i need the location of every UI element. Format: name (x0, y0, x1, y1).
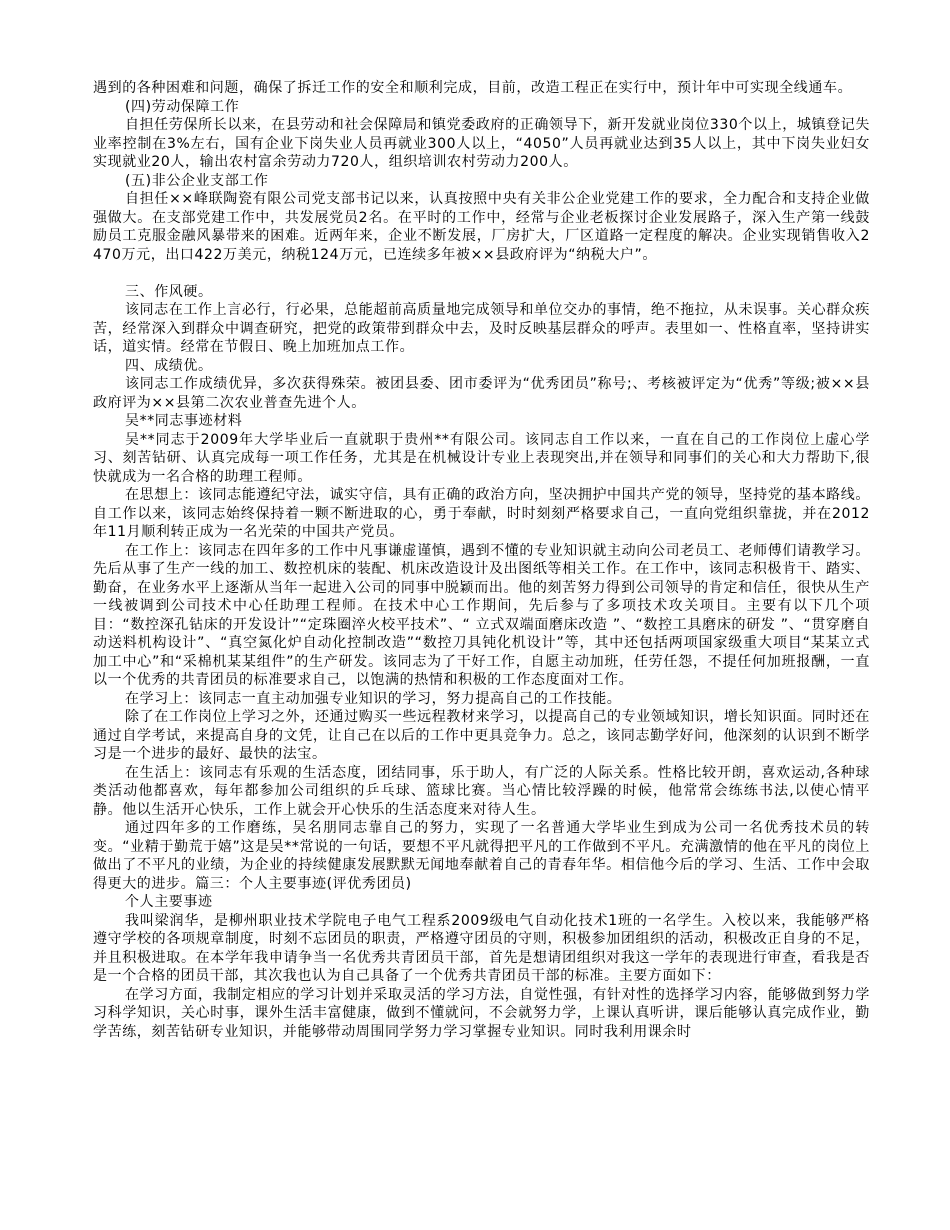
paragraph: (五)非公企业支部工作 (125, 172, 269, 189)
paragraph: 该同志在工作上言必行，行必果，总能超前高质量地完成领导和单位交办的事情，绝不拖拉，从未误事。关心群众疾苦，经常深入到群众中调查研究，把党的政策带到群众中去，及时反映基层群众的呼声。表里如一、性格直率，坚持讲实话，道实情。经常在节假日、晚上加班加点工作。 (93, 302, 870, 355)
document-body (93, 79, 870, 1041)
paragraph: 除了在工作岗位上学习之外，还通过购买一些远程教材来学习，以提高自己的专业领域知识，增长知识面。同时还在通过自学考试，来提高自身的文凭，让自己在以后的工作中更具竞争力。总之，该同志勤学好问，他深刻的认识到不断学习是一个进步的最好、最快的法宝。 (93, 709, 870, 762)
paragraph: 我叫梁润华，是柳州职业技术学院电子电气工程系2009级电气自动化技术1班的一名学生。入校以来，我能够严格遵守学校的各项规章制度，时刻不忘团员的职责，严格遵守团员的守则，积极参加团组织的活动，积极改正自身的不足，并且积极进取。在本学年我申请争当一名优秀共青团员干部，首先是想请团组织对我这一学年的表现进行审查，看我是否是一个合格的团员干部，其次我也认为自己具备了一个优秀共青团员干部的标准。主要方面如下： (93, 912, 870, 984)
paragraph: 通过四年多的工作磨练，吴名朋同志靠自己的努力，实现了一名普通大学毕业生到成为公司一名优秀技术员的转变。“业精于勤荒于嬉”这是吴**常说的一句话，要想不平凡就得把平凡的工作做到不平凡。充满激情的他在平凡的岗位上做出了不平凡的业绩，为企业的持续健康发展默默无闻地奉献着自己的青春年华。相信他今后的学习、生活、工作中会取得更大的进步。篇三：个人主要事迹(评优秀团员) (93, 820, 870, 892)
paragraph: 吴**同志事迹材料 (125, 413, 243, 429)
paragraph: (四)劳动保障工作 (125, 98, 240, 115)
paragraph: 个人主要事迹 (125, 894, 213, 910)
paragraph: 在学习方面，我制定相应的学习计划并采取灵活的学习方法，自觉性强，有针对性的选择学习内容，能够做到努力学习科学知识，关心时事，课外生活丰富健康，做到不懂就问，不会就努力学，上课认真听讲，课后能够认真完成作业，勤学苦练，刻苦钻研专业知识，并能够带动周围同学努力学习掌握专业知识。同时我利用课余时 (93, 986, 870, 1040)
blank-line (93, 264, 870, 283)
paragraph: 在思想上：该同志能遵纪守法，诚实守信，具有正确的政治方向，坚决拥护中国共产党的领导，坚持党的基本路线。自工作以来，该同志始终保持着一颗不断进取的心，勇于奉献，时时刻刻严格要求自己，一直向党组织靠拢，并在2012年11月顺利转正成为一名光荣的中国共产党员。 (93, 487, 870, 540)
paragraph: 在学习上：该同志一直主动加强专业知识的学习，努力提高自己的工作技能。 (125, 690, 622, 707)
paragraph: 自担任劳保所长以来，在县劳动和社会保障局和镇党委政府的正确领导下，新开发就业岗位330个以上，城镇登记失业率控制在3%左右，国有企业下岗失业人员再就业300人以上，“4050”人员再就业达到35人以上，其中下岗失业妇女实现就业20人，输出农村富余劳动力720人，组织培训农村劳动力200人。 (93, 117, 870, 170)
paragraph: 该同志工作成绩优异，多次获得殊荣。被团县委、团市委评为“优秀团员”称号;、考核被评定为“优秀”等级;被××县政府评为××县第二次农业普查先进个人。 (93, 376, 870, 411)
paragraph: 三、作风硬。 (125, 283, 213, 300)
paragraph: 遇到的各种困难和问题，确保了拆迁工作的安全和顺利完成，目前，改造工程正在实行中，预计年中可实现全线通车。 (93, 80, 853, 96)
paragraph: 在工作上：该同志在四年多的工作中凡事谦虚谨慎，遇到不懂的专业知识就主动向公司老员工、老师傅们请教学习。先后从事了生产一线的加工、数控机床的装配、机床改造设计及出图纸等相关工作。在工作中，该同志积极肯干、踏实、勤奋，在业务水平上逐渐从当年一起进入公司的同事中脱颖而出。他的刻苦努力得到公司领导的肯定和信任，很快从生产一线被调到公司技术中心任助理工程师。在技术中心工作期间，先后参与了多项技术攻关项目。主要有以下几个项目：“数控深孔钻床的开发设计”“定珠圈淬火校平技术”、“ 立式双端面磨床改造 ”、“数控工具磨床的研发 ”、“贯穿磨自动送料机构设计”、“真空氮化炉自动化控制改造”“数控刀具钝化机设计”等，其中还包括两项国家级重大项目“某某立式加工中心”和“采棉机某某组件”的生产研发。该同志为了干好工作，自愿主动加班，任劳任怨，不提任何加班报酬，一直以一个优秀的共青团员的标准要求自己，以饱满的热情和积极的工作态度面对工作。 (93, 542, 870, 688)
paragraph: 自担任××峰联陶瓷有限公司党支部书记以来，认真按照中央有关非公企业党建工作的要求，全力配合和支持企业做强做大。在支部党建工作中，共发展党员2名。在平时的工作中，经常与企业老板探讨企业发展路子，深入生产第一线鼓励员工克服金融风暴带来的困难。近两年来，企业不断发展，厂房扩大，厂区道路一定程度的解决。企业实现销售收入2470万元，出口422万美元，纳税124万元，已连续多年被××县政府评为“纳税大户”。 (93, 191, 870, 263)
paragraph: 在生活上：该同志有乐观的生活态度，团结同事，乐于助人，有广泛的人际关系。性格比较开朗，喜欢运动,各种球类活动他都喜欢，每年都参加公司组织的乒乓球、篮球比赛。当心情比较浮躁的时候，他常常会练练书法,以使心情平静。他以生活开心快乐，工作上就会开心快乐的生活态度来对待人生。 (93, 764, 870, 818)
paragraph: 四、成绩优。 (125, 357, 213, 374)
paragraph: 吴**同志于2009年大学毕业后一直就职于贵州**有限公司。该同志自工作以来，一直在自己的工作岗位上虚心学习、刻苦钻研、认真完成每一项工作任务，尤其是在机械设计专业上表现突出,并在领导和同事们的关心和大力帮助下,很快就成为一名合格的助理工程师。 (93, 431, 870, 485)
